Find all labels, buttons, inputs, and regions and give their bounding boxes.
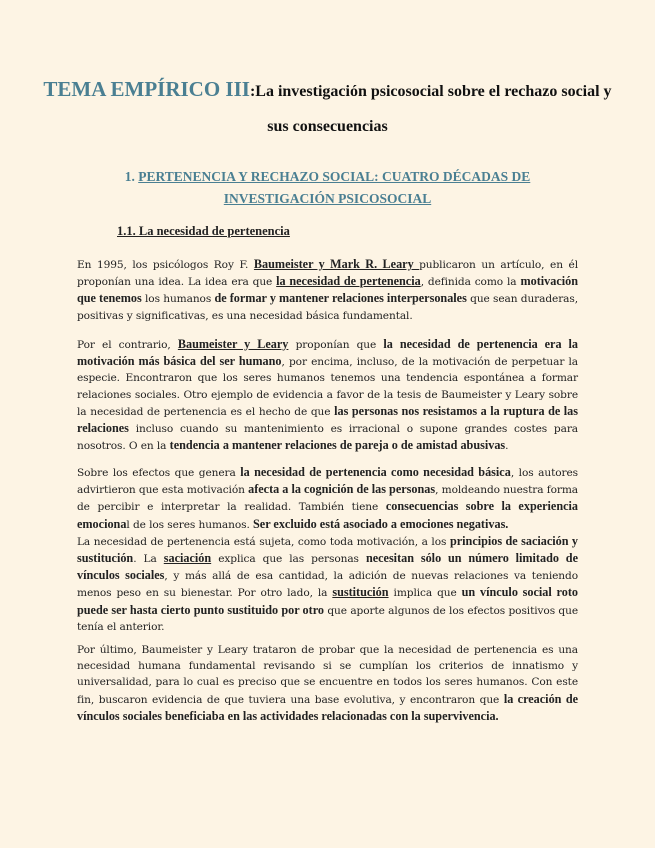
page-title bbox=[40, 72, 615, 144]
title-subtitle: :La investigación psicosocial sobre el rechazo social y sus consecuencias bbox=[249, 83, 612, 135]
section-number: 1. bbox=[124, 169, 139, 184]
title-topic: TEMA EMPÍRICO III bbox=[43, 77, 250, 101]
section-heading bbox=[90, 166, 565, 210]
paragraph-2: Por el contrario, Baumeister y Leary proponían que la necesidad de pertenencia era la motivación más básica del ser humano, por encima, incluso, de la motivación de perpetuar la especie. Encontraron que los seres humanos tenemos una tendencia espontánea a formar relaciones sociales. Otro ejemplo de evidencia a favor de la tesis de Baumeister y Leary sobre la necesidad de pertenencia es el hecho de que las personas nos resistamos a la ruptura de las relaciones incluso cuando su mantenimiento es irracional o supone grandes costes para nosotros. O en la tendencia a mantener relaciones de pareja o de amistad abusivas. bbox=[77, 337, 579, 453]
subsection-heading: 1.1. La necesidad de pertenencia bbox=[117, 224, 290, 238]
paragraph-3: Sobre los efectos que genera la necesidad de pertenencia como necesidad básica, los autores advirtieron que esta motivación afecta a la cognición de las personas, moldeando nuestra forma de percibir e interpretar la realidad. También tiene consecuencias sobre la experiencia emocional de los seres humanos. Ser excluido está asociado a emociones negativas. La necesidad de pertenencia está sujeta, como toda motivación, a los principios de saciación y sustitución. La saciación explica que las personas necesitan sólo un número limitado de vínculos sociales, y más allá de esa cantidad, la adición de nuevas relaciones va teniendo menos peso en su bienestar. Por otro lado, la sustitución implica que un vínculo social roto puede ser hasta cierto punto sustituido por otro que aporte algunos de los efectos positivos que tenía el anterior. bbox=[77, 465, 579, 633]
section-title: PERTENENCIA Y RECHAZO SOCIAL: CUATRO DÉCADAS DE INVESTIGACIÓN PSICOSOCIAL bbox=[138, 169, 531, 206]
paragraph-1: En 1995, los psicólogos Roy F. Baumeister y Mark R. Leary publicaron un artículo, en él proponían una idea. La idea era que la necesidad de pertenencia, definida como la motivación que tenemos los humanos de formar y mantener relaciones interpersonales que sean duraderas, positivas y significativas, es una necesidad básica fundamental. bbox=[77, 257, 578, 322]
paragraph-4: Por último, Baumeister y Leary trataron de probar que la necesidad de pertenencia es una necesidad humana fundamental revisando si se cumplían los criterios de innatismo y universalidad, para lo cual es preciso que se encuentre en todos los seres humanos. Con este fin, buscaron evidencia de que tuviera una base evolutiva, y encontraron que la creación de vínculos sociales beneficiaba en las actividades relacionadas con la supervivencia. bbox=[77, 644, 579, 723]
